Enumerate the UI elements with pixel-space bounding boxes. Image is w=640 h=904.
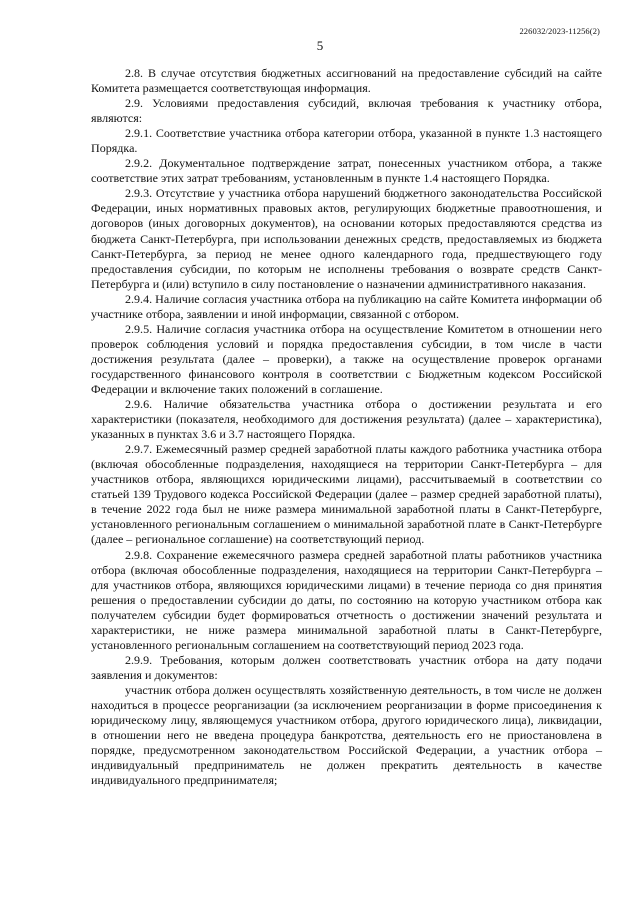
paragraph-2-9-5: 2.9.5. Наличие согласия участника отбора на осуществление Комитетом в отношении него проверок соблюдения условий и порядка предоставления субсидии, в том числе в части достижения результата (далее – проверки), а также на осуществление проверок органами государственного финансового контроля в соответствии с Бюджетным кодексом Российской Федерации и включение таких положений в соглашение.: [91, 321, 602, 396]
paragraph-2-9-4: 2.9.4. Наличие согласия участника отбора на публикацию на сайте Комитета информации об участнике отбора, заявлении и иной информации, связанной с отбором.: [91, 291, 602, 321]
page-number: 5: [316, 38, 324, 53]
paragraph-2-9-7: 2.9.7. Ежемесячный размер средней заработной платы каждого работника участника отбора (включая обособленные подразделения, находящиеся на территории Санкт-Петербурга – для участников отбора, являющихся юридическими лицами), рассчитываемый в соответствии со статьей 139 Трудового кодекса Российской Федерации (далее – размер средней заработной платы), в течение 2022 года был не ниже размера минимальной заработной платы в Санкт-Петербурге, установленного региональным соглашением о минимальной заработной плате в Санкт-Петербурге (далее – региональное соглашение) на соответствующий период.: [91, 442, 602, 547]
paragraph-requirements-item: участник отбора должен осуществлять хозяйственную деятельность, в том числе не должен находиться в процессе реорганизации (за исключением реорганизации в форме присоединения к юридическому лицу, являющемуся участником отбора, другого юридического лица), ликвидации, в отношении него не введена процедура банкротства, деятельность его не приостановлена в порядке, предусмотренном законодательством Российской Федерации, а участник отбора – индивидуальный предприниматель не должен прекратить деятельность в качестве индивидуального предпринимателя;: [91, 682, 602, 788]
paragraph-2-9-3: 2.9.3. Отсутствие у участника отбора нарушений бюджетного законодательства Российской Федерации, иных нормативных правовых актов, регулирующих бюджетные правоотношения, и договоров (иных договорных документов), на основании которых предоставляются средства из бюджета Санкт-Петербурга, при использовании денежных средств, предоставляемых из бюджета Санкт-Петербурга, за период не менее одного календарного года, предшествующего году предоставления субсидии, по которым не исполнены требования о возврате средств Санкт-Петербурга и (или) вступило в силу постановление о назначении административного наказания.: [91, 186, 602, 291]
paragraph-2-9-8: 2.9.8. Сохранение ежемесячного размера средней заработной платы работников участника отбора (включая обособленные подразделения, находящиеся на территории Санкт-Петербурга – для участников отбора, являющихся юридическими лицами) в течение периода со дня принятия решения о предоставлении субсидии до даты, по состоянию на которую участником отбора как получателем субсидии будет формироваться отчетность о достижении значений результата и характеристики, не ниже размера минимальной заработной платы в Санкт-Петербурге, установленного региональным соглашением на соответствующий период 2023 года.: [91, 547, 602, 652]
paragraph-2-9-1: 2.9.1. Соответствие участника отбора категории отбора, указанной в пункте 1.3 настоящего Порядка.: [91, 126, 602, 156]
paragraph-2-8: 2.8. В случае отсутствия бюджетных ассигнований на предоставление субсидий на сайте Комитета размещается соответствующая информация.: [91, 66, 602, 96]
paragraph-2-9-2: 2.9.2. Документальное подтверждение затрат, понесенных участником отбора, а также соответствие этих затрат требованиям, установленным в пункте 1.4 настоящего Порядка.: [91, 156, 602, 186]
document-body: [91, 66, 602, 788]
paragraph-2-9: 2.9. Условиями предоставления субсидий, включая требования к участнику отбора, являются:: [91, 96, 602, 126]
document-number: 226032/2023-11256(2): [519, 26, 600, 36]
paragraph-2-9-6: 2.9.6. Наличие обязательства участника отбора о достижении результата и его характеристики (показателя, необходимого для достижения результата) (далее – характеристика), указанных в пунктах 3.6 и 3.7 настоящего Порядка.: [91, 397, 602, 442]
paragraph-2-9-9: 2.9.9. Требования, которым должен соответствовать участник отбора на дату подачи заявления и документов:: [91, 652, 602, 682]
